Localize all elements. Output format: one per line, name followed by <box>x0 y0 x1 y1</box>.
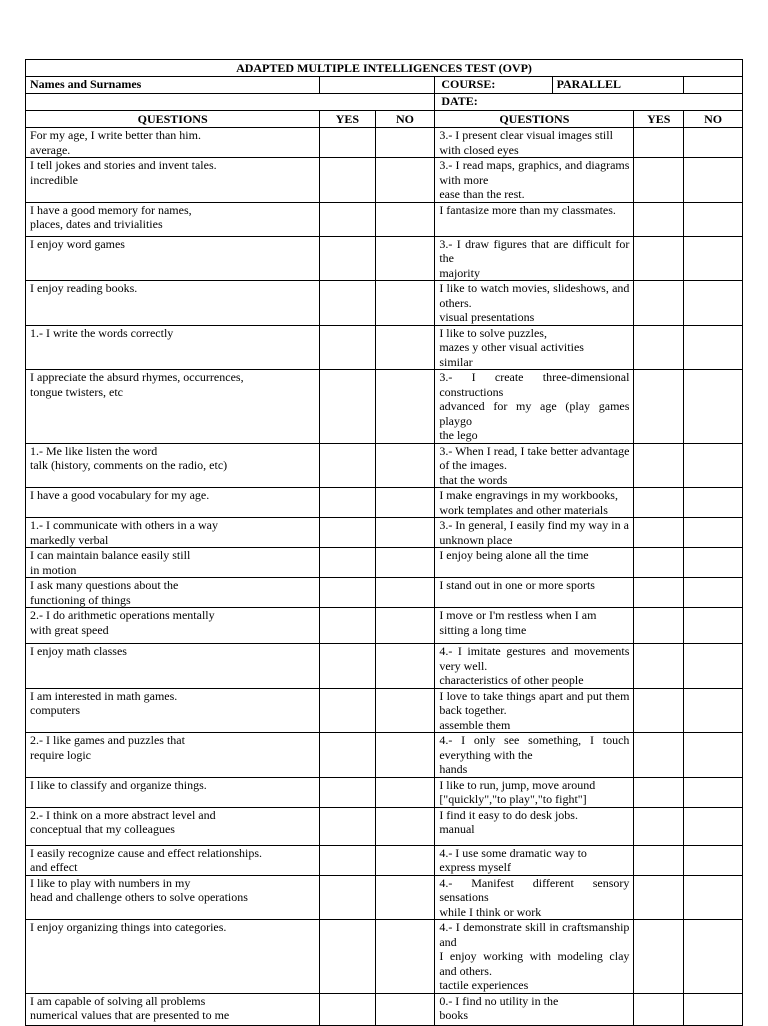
no-checkbox-left[interactable] <box>375 875 435 920</box>
yes-checkbox-left[interactable] <box>320 236 375 281</box>
yes-checkbox-right[interactable] <box>634 236 684 281</box>
question-row <box>26 548 743 578</box>
yes-checkbox-right[interactable] <box>634 920 684 994</box>
yes-checkbox-left[interactable] <box>320 777 375 807</box>
yes-checkbox-left[interactable] <box>320 128 375 158</box>
yes-checkbox-right[interactable] <box>634 608 684 644</box>
question-left: I tell jokes and stories and invent tales. incredible <box>26 158 320 203</box>
yes-checkbox-left[interactable] <box>320 578 375 608</box>
no-checkbox-right[interactable] <box>684 488 743 518</box>
no-checkbox-right[interactable] <box>684 777 743 807</box>
question-row <box>26 443 743 488</box>
yes-checkbox-left[interactable] <box>320 807 375 845</box>
yes-checkbox-right[interactable] <box>634 733 684 778</box>
yes-checkbox-right[interactable] <box>634 875 684 920</box>
question-right: 3.- When I read, I take better advantage of the images. that the words <box>435 443 634 488</box>
question-left: 2.- I think on a more abstract level and conceptual that my colleagues <box>26 807 320 845</box>
yes-checkbox-left[interactable] <box>320 158 375 203</box>
question-left: I enjoy math classes <box>26 644 320 689</box>
yes-checkbox-right[interactable] <box>634 488 684 518</box>
question-left: I ask many questions about the functioning of things <box>26 578 320 608</box>
test-title: ADAPTED MULTIPLE INTELLIGENCES TEST (OVP) <box>26 60 743 77</box>
parallel-label: PARALLEL <box>552 77 684 94</box>
question-row <box>26 644 743 689</box>
question-row <box>26 370 743 444</box>
yes-checkbox-left[interactable] <box>320 443 375 488</box>
question-left: I enjoy organizing things into categories. <box>26 920 320 994</box>
yes-checkbox-left[interactable] <box>320 370 375 444</box>
yes-checkbox-left[interactable] <box>320 875 375 920</box>
question-right: 4.- I use some dramatic way to express myself <box>435 845 634 875</box>
question-right: 4.- Manifest different sensory sensations while I think or work <box>435 875 634 920</box>
no-checkbox-left[interactable] <box>375 845 435 875</box>
no-checkbox-left[interactable] <box>375 644 435 689</box>
no-header-right: NO <box>684 111 743 128</box>
yes-checkbox-left[interactable] <box>320 488 375 518</box>
question-right: 3.- I create three-dimensional constructions advanced for my age (play games playgo the lego <box>435 370 634 444</box>
question-right: I find it easy to do desk jobs. manual <box>435 807 634 845</box>
course-label: COURSE: <box>435 77 552 94</box>
question-right: I enjoy being alone all the time <box>435 548 634 578</box>
question-right: 0.- I find no utility in the books <box>435 993 634 1025</box>
no-checkbox-right[interactable] <box>684 518 743 548</box>
question-right: 3.- I draw figures that are difficult for the majority <box>435 236 634 281</box>
no-checkbox-left[interactable] <box>375 518 435 548</box>
no-checkbox-right[interactable] <box>684 128 743 158</box>
question-right: 4.- I demonstrate skill in craftsmanship and I enjoy working with modeling clay and others. tactile experiences <box>435 920 634 994</box>
no-checkbox-left[interactable] <box>375 488 435 518</box>
question-row <box>26 128 743 158</box>
question-left: I appreciate the absurd rhymes, occurrences, tongue twisters, etc <box>26 370 320 444</box>
question-row <box>26 875 743 920</box>
question-row <box>26 608 743 644</box>
question-row <box>26 845 743 875</box>
question-left: I like to play with numbers in my head and challenge others to solve operations <box>26 875 320 920</box>
question-right: 3.- I present clear visual images still with closed eyes <box>435 128 634 158</box>
no-checkbox-right[interactable] <box>684 325 743 370</box>
no-header-left: NO <box>375 111 435 128</box>
no-checkbox-right[interactable] <box>684 920 743 994</box>
question-right: 3.- In general, I easily find my way in a unknown place <box>435 518 634 548</box>
question-left: 1.- Me like listen the word talk (history, comments on the radio, etc) <box>26 443 320 488</box>
no-checkbox-right[interactable] <box>684 733 743 778</box>
no-checkbox-left[interactable] <box>375 578 435 608</box>
question-left: 1.- I communicate with others in a way markedly verbal <box>26 518 320 548</box>
question-row <box>26 733 743 778</box>
names-value[interactable] <box>320 77 435 94</box>
no-checkbox-left[interactable] <box>375 158 435 203</box>
yes-checkbox-right[interactable] <box>634 325 684 370</box>
no-checkbox-right[interactable] <box>684 845 743 875</box>
question-left: I have a good memory for names, places, dates and trivialities <box>26 202 320 236</box>
question-row <box>26 578 743 608</box>
question-right: I fantasize more than my classmates. <box>435 202 634 236</box>
question-row <box>26 993 743 1025</box>
question-left: I like to classify and organize things. <box>26 777 320 807</box>
question-right: I like to watch movies, slideshows, and others. visual presentations <box>435 281 634 326</box>
no-checkbox-right[interactable] <box>684 807 743 845</box>
question-row <box>26 236 743 281</box>
no-checkbox-left[interactable] <box>375 443 435 488</box>
question-row <box>26 281 743 326</box>
no-checkbox-left[interactable] <box>375 920 435 994</box>
question-row <box>26 158 743 203</box>
question-left: I can maintain balance easily still in motion <box>26 548 320 578</box>
yes-checkbox-right[interactable] <box>634 518 684 548</box>
no-checkbox-left[interactable] <box>375 325 435 370</box>
no-checkbox-left[interactable] <box>375 548 435 578</box>
no-checkbox-right[interactable] <box>684 158 743 203</box>
yes-checkbox-right[interactable] <box>634 845 684 875</box>
names-label: Names and Surnames <box>26 77 320 94</box>
no-checkbox-right[interactable] <box>684 993 743 1025</box>
no-checkbox-right[interactable] <box>684 236 743 281</box>
yes-checkbox-right[interactable] <box>634 807 684 845</box>
question-left: I enjoy reading books. <box>26 281 320 326</box>
question-row <box>26 518 743 548</box>
yes-checkbox-left[interactable] <box>320 644 375 689</box>
no-checkbox-left[interactable] <box>375 281 435 326</box>
question-row <box>26 920 743 994</box>
yes-checkbox-left[interactable] <box>320 281 375 326</box>
no-checkbox-right[interactable] <box>684 578 743 608</box>
yes-checkbox-right[interactable] <box>634 688 684 733</box>
question-left: I am interested in math games. computers <box>26 688 320 733</box>
yes-checkbox-right[interactable] <box>634 128 684 158</box>
yes-checkbox-right[interactable] <box>634 644 684 689</box>
yes-checkbox-right[interactable] <box>634 578 684 608</box>
no-checkbox-left[interactable] <box>375 202 435 236</box>
no-checkbox-left[interactable] <box>375 993 435 1025</box>
questions-header-left: QUESTIONS <box>26 111 320 128</box>
no-checkbox-left[interactable] <box>375 128 435 158</box>
yes-checkbox-left[interactable] <box>320 733 375 778</box>
yes-checkbox-left[interactable] <box>320 202 375 236</box>
question-row <box>26 202 743 236</box>
yes-checkbox-right[interactable] <box>634 993 684 1025</box>
question-row <box>26 777 743 807</box>
question-left: I have a good vocabulary for my age. <box>26 488 320 518</box>
question-right: I stand out in one or more sports <box>435 578 634 608</box>
yes-checkbox-right[interactable] <box>634 548 684 578</box>
question-left: 2.- I like games and puzzles that require logic <box>26 733 320 778</box>
question-left: I easily recognize cause and effect relationships. and effect <box>26 845 320 875</box>
question-row <box>26 688 743 733</box>
no-checkbox-left[interactable] <box>375 370 435 444</box>
yes-checkbox-right[interactable] <box>634 370 684 444</box>
yes-checkbox-right[interactable] <box>634 281 684 326</box>
yes-checkbox-left[interactable] <box>320 993 375 1025</box>
yes-checkbox-left[interactable] <box>320 518 375 548</box>
yes-checkbox-left[interactable] <box>320 608 375 644</box>
yes-checkbox-left[interactable] <box>320 845 375 875</box>
questions-header-right: QUESTIONS <box>435 111 634 128</box>
question-right: I move or I'm restless when I am sitting a long time <box>435 608 634 644</box>
no-checkbox-right[interactable] <box>684 443 743 488</box>
no-checkbox-right[interactable] <box>684 202 743 236</box>
parallel-value[interactable] <box>684 77 743 94</box>
no-checkbox-left[interactable] <box>375 733 435 778</box>
blank-cell <box>26 94 435 111</box>
no-checkbox-left[interactable] <box>375 608 435 644</box>
question-left: I am capable of solving all problems numerical values that are presented to me <box>26 993 320 1025</box>
question-left: 1.- I write the words correctly <box>26 325 320 370</box>
question-row <box>26 488 743 518</box>
no-checkbox-left[interactable] <box>375 807 435 845</box>
question-row <box>26 325 743 370</box>
yes-header-right: YES <box>634 111 684 128</box>
no-checkbox-left[interactable] <box>375 777 435 807</box>
no-checkbox-right[interactable] <box>684 644 743 689</box>
no-checkbox-right[interactable] <box>684 608 743 644</box>
intelligence-test-table <box>25 59 743 1026</box>
yes-checkbox-right[interactable] <box>634 158 684 203</box>
question-right: I like to run, jump, move around ["quickly","to play","to fight"] <box>435 777 634 807</box>
question-right: 4.- I only see something, I touch everything with the hands <box>435 733 634 778</box>
no-checkbox-left[interactable] <box>375 236 435 281</box>
no-checkbox-right[interactable] <box>684 875 743 920</box>
question-right: 4.- I imitate gestures and movements very well. characteristics of other people <box>435 644 634 689</box>
no-checkbox-left[interactable] <box>375 688 435 733</box>
question-right: 3.- I read maps, graphics, and diagrams with more ease than the rest. <box>435 158 634 203</box>
no-checkbox-right[interactable] <box>684 688 743 733</box>
yes-checkbox-left[interactable] <box>320 548 375 578</box>
yes-checkbox-left[interactable] <box>320 920 375 994</box>
question-right: I like to solve puzzles, mazes y other visual activities similar <box>435 325 634 370</box>
no-checkbox-right[interactable] <box>684 370 743 444</box>
no-checkbox-right[interactable] <box>684 548 743 578</box>
no-checkbox-right[interactable] <box>684 281 743 326</box>
yes-header-left: YES <box>320 111 375 128</box>
question-left: For my age, I write better than him. average. <box>26 128 320 158</box>
question-row <box>26 807 743 845</box>
yes-checkbox-right[interactable] <box>634 777 684 807</box>
yes-checkbox-right[interactable] <box>634 443 684 488</box>
question-right: I love to take things apart and put them back together. assemble them <box>435 688 634 733</box>
yes-checkbox-left[interactable] <box>320 325 375 370</box>
yes-checkbox-right[interactable] <box>634 202 684 236</box>
question-right: I make engravings in my workbooks, work templates and other materials <box>435 488 634 518</box>
yes-checkbox-left[interactable] <box>320 688 375 733</box>
question-left: I enjoy word games <box>26 236 320 281</box>
question-left: 2.- I do arithmetic operations mentally with great speed <box>26 608 320 644</box>
date-label: DATE: <box>435 94 743 111</box>
